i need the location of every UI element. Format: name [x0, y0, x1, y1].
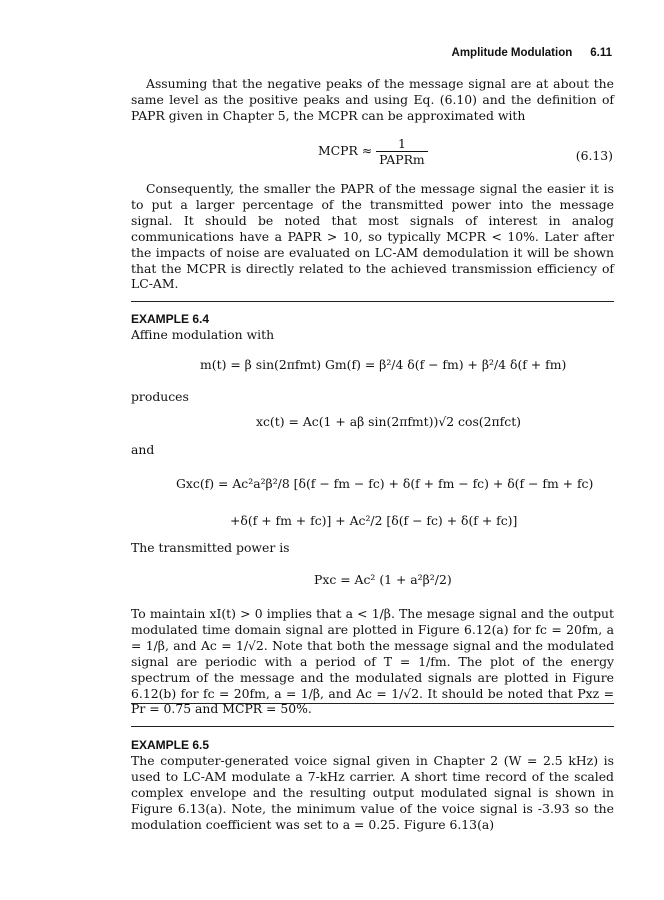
page-number: 6.11	[590, 47, 612, 59]
equation-spectrum-line1: Gxc(f) = Ac²a²β²/8 [δ(f − fm − fc) + δ(f + fm − fc) + δ(f − fm + fc)	[176, 476, 594, 491]
example-6-5-rule-top	[131, 726, 614, 727]
eq-613-denominator: PAPRm	[376, 151, 428, 167]
running-header	[0, 47, 612, 59]
example-6-5-paragraph: The computer-generated voice signal given in Chapter 2 (W = 2.5 kHz) is used to LC-AM modulate a 7-kHz carrier. A short time record of the scaled complex envelope and the resulting output modulated signal is shown in Figure 6.13(a). Note, the minimum value of the voice signal is -3.93 so the modulation coefficient was set to a = 0.25. Figure 6.13(a)	[131, 753, 614, 832]
and-text: and	[131, 442, 155, 457]
equation-number-6-13: (6.13)	[575, 148, 613, 163]
equation-spectrum-line2: +δ(f + fm + fc)] + Ac²/2 [δ(f − fc) + δ(f + fc)]	[230, 513, 518, 528]
equation-6-13	[318, 136, 428, 167]
intro-paragraph: Assuming that the negative peaks of the message signal are at about the same level as the positive peaks and using Eq. (6.10) and the definition of PAPR given in Chapter 5, the MCPR can be approximated with	[131, 76, 614, 123]
eq-613-lhs: MCPR ≈	[318, 143, 373, 158]
header-title: Amplitude Modulation	[451, 47, 573, 59]
example-6-5-title: EXAMPLE 6.5	[131, 738, 210, 752]
equation-modulated-signal: xc(t) = Ac(1 + aβ sin(2πfmt))√2 cos(2πfct)	[256, 414, 522, 429]
example-6-4-intro: Affine modulation with	[131, 327, 275, 342]
example-rule-top	[131, 301, 614, 302]
consequence-paragraph: Consequently, the smaller the PAPR of the message signal the easier it is to put a larger percentage of the transmitted power into the message signal. It should be noted that most signals of interest in analog communications have a PAPR > 10, so typically MCPR < 10%. Later after the impacts of noise are evaluated on LC-AM demodulation it will be shown that the MCPR is directly related to the achieved transmission efficiency of LC-AM.	[131, 181, 614, 292]
example-rule-bottom	[131, 703, 614, 704]
equation-message-signal: m(t) = β sin(2πfmt) Gm(f) = β²/4 δ(f − fm) + β²/4 δ(f + fm)	[200, 357, 567, 372]
example-6-4-title: EXAMPLE 6.4	[131, 312, 210, 326]
produces-text: produces	[131, 389, 189, 404]
equation-transmitted-power: Pxc = Ac² (1 + a²β²/2)	[314, 572, 452, 587]
eq-613-fraction	[376, 136, 428, 167]
eq-613-numerator: 1	[397, 136, 406, 151]
example-6-4-closing-paragraph: To maintain xI(t) > 0 implies that a < 1/β. The mesage signal and the output modulated time domain signal are plotted in Figure 6.12(a) for fc = 20fm, a = 1/β, and Ac = 1/√2. Note that both the message signal and the modulated signal are periodic with a period of T = 1/fm. The plot of the energy spectrum of the message and the modulated signals are plotted in Figure 6.12(b) for fc = 20fm, a = 1/β, and Ac = 1/√2. It should be noted that Pxz = Pr = 0.75 and MCPR = 50%.	[131, 606, 614, 717]
power-intro-text: The transmitted power is	[131, 540, 290, 555]
